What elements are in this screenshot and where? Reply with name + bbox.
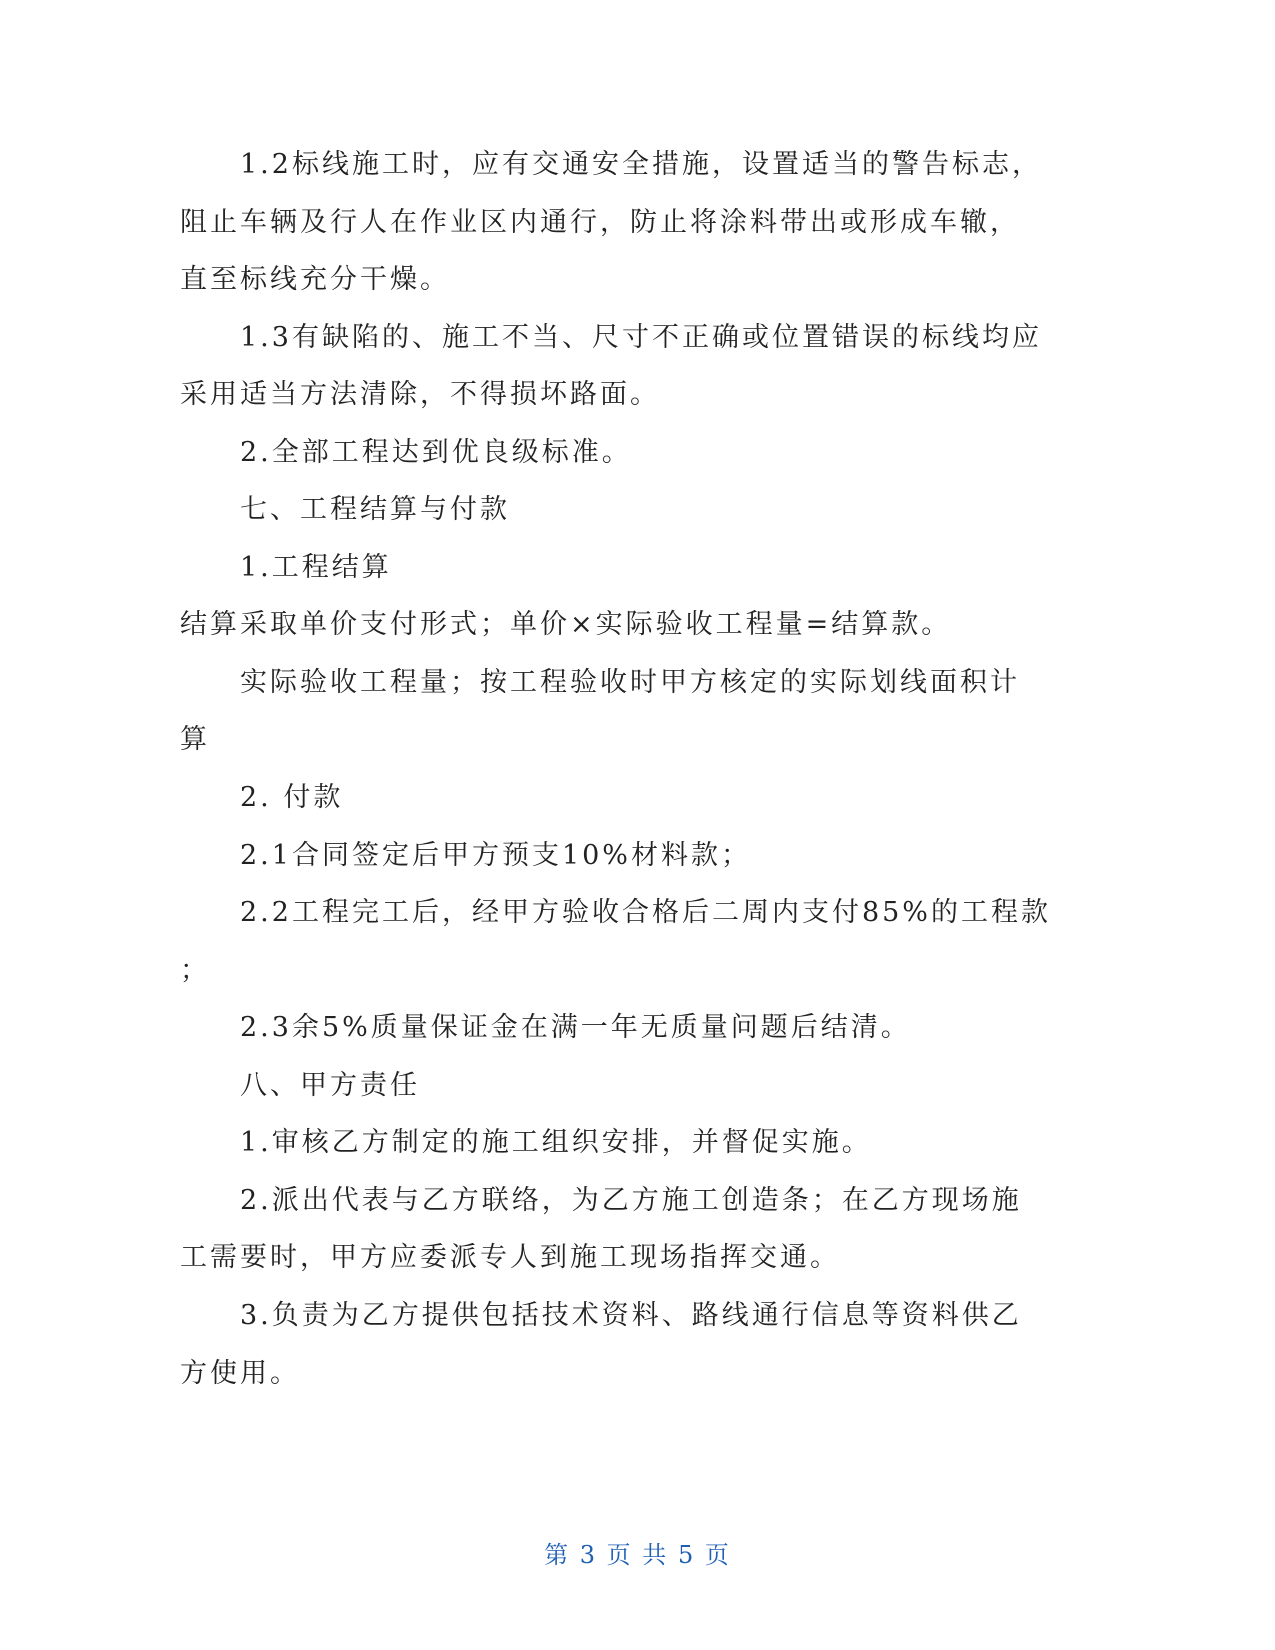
text-line: 实际验收工程量；按工程验收时甲方核定的实际划线面积计 (240, 667, 1020, 698)
text-line: 3.负责为乙方提供包括技术资料、路线通行信息等资料供乙 (240, 1300, 1022, 1331)
text-line: 2.派出代表与乙方联络，为乙方施工创造条；在乙方现场施 (240, 1185, 1022, 1216)
text-line: 采用适当方法清除，不得损坏路面。 (180, 379, 660, 410)
text-line: 1.审核乙方制定的施工组织安排，并督促实施。 (240, 1127, 872, 1158)
text-line: 工需要时，甲方应委派专人到施工现场指挥交通。 (180, 1242, 840, 1273)
text-line: 2.3余5%质量保证金在满一年无质量问题后结清。 (240, 1012, 911, 1043)
text-line: 2.2工程完工后，经甲方验收合格后二周内支付85%的工程款 (240, 897, 1051, 928)
section-heading: 七、工程结算与付款 (240, 494, 510, 525)
text-line: 结算采取单价支付形式；单价×实际验收工程量=结算款。 (180, 609, 952, 640)
text-line: 阻止车辆及行人在作业区内通行，防止将涂料带出或形成车辙， (180, 207, 1020, 238)
text-line: 2.全部工程达到优良级标准。 (240, 437, 632, 468)
text-line: 方使用。 (180, 1358, 300, 1389)
section-heading: 八、甲方责任 (240, 1070, 420, 1101)
page-number-footer: 第 3 页 共 5 页 (544, 1541, 731, 1569)
text-line: 1.2标线施工时，应有交通安全措施，设置适当的警告标志， (240, 149, 1042, 180)
subsection-heading: 2. 付款 (240, 782, 344, 813)
subsection-heading: 1.工程结算 (240, 552, 392, 583)
text-line: ； (180, 955, 210, 986)
text-line: 直至标线充分干燥。 (180, 264, 450, 295)
text-line: 算 (180, 724, 210, 755)
text-line: 1.3有缺陷的、施工不当、尺寸不正确或位置错误的标线均应 (240, 322, 1042, 353)
text-line: 2.1合同签定后甲方预支10%材料款； (240, 840, 751, 871)
